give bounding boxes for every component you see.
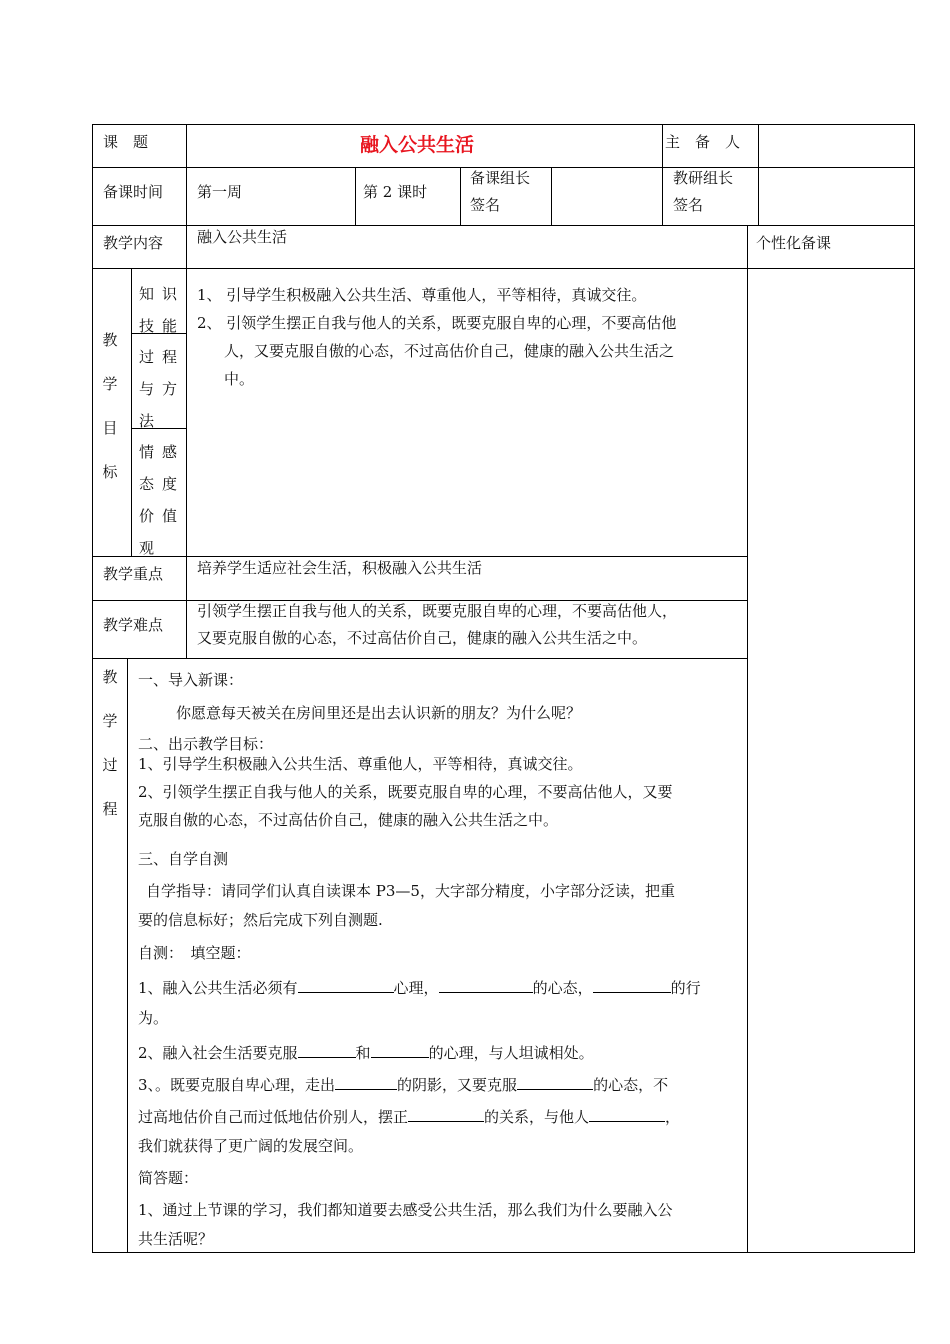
goal-item-2: 2、 引领学生摆正自我与他人的关系，既要克服自卑的心理，不要高估他	[197, 314, 677, 332]
research-leader-label: 教研组长	[673, 169, 734, 187]
fill-question-1: 1、融入公共生活必须有 心理， 的心态， 的行	[138, 976, 701, 998]
difficulty-line-1: 引领学生摆正自我与他人的关系，既要克服自卑的心理，不要高估他人，	[197, 602, 678, 620]
fill-question-2: 2、融入社会生活要克服 和 的心理，与人坦诚相处。	[138, 1041, 594, 1063]
answer-blank[interactable]	[335, 1073, 397, 1090]
section-goals-item-1: 1、引导学生积极融入公共生活、尊重他人，平等相待，真诚交往。	[138, 755, 583, 773]
answer-blank[interactable]	[298, 1041, 356, 1058]
key-point-label: 教学重点	[103, 565, 164, 583]
fill-question-3: 3、。既要克服自卑心理，走出 的阴影，又要克服 的心态，不	[138, 1073, 668, 1095]
answer-blank[interactable]	[371, 1041, 429, 1058]
content-label: 教学内容	[103, 234, 164, 252]
goal-item-2-end: 中。	[224, 370, 255, 388]
time-label: 备课时间	[103, 183, 164, 201]
content-value: 融入公共生活	[197, 228, 288, 246]
short-question-1-cont: 共生活呢？	[138, 1230, 214, 1248]
goal-sub-knowledge: 知识技能	[139, 285, 186, 335]
personal-notes-label: 个性化备课	[756, 234, 832, 252]
research-leader-sign-label: 签名	[673, 196, 704, 214]
answer-blank[interactable]	[408, 1105, 484, 1122]
answer-blank[interactable]	[439, 976, 533, 993]
section-intro-title: 一、导入新课：	[138, 671, 244, 689]
key-point-value: 培养学生适应社会生活，积极融入公共生活	[197, 559, 483, 577]
preparer-label: 主 备 人	[665, 133, 741, 151]
answer-blank[interactable]	[593, 976, 671, 993]
period-value: 第 2 课时	[363, 183, 428, 201]
fill-question-1-cont: 为。	[138, 1009, 169, 1027]
goal-item-1: 1、 引导学生积极融入公共生活、尊重他人，平等相待，真诚交往。	[197, 286, 647, 304]
goal-item-2-cont: 人，又要克服自傲的心态，不过高估价自己，健康的融入公共生活之	[224, 342, 675, 360]
selfstudy-guide: 自学指导：请同学们认真自读课本 P3—5，大字部分精度，小字部分泛读，把重	[146, 882, 675, 900]
short-answer-heading: 简答题：	[138, 1169, 199, 1187]
goal-sub-emotion: 情感态度价值观	[139, 443, 186, 557]
selfstudy-guide-cont: 要的信息标好；然后完成下列自测题.	[138, 911, 383, 929]
week-value: 第一周	[197, 183, 243, 201]
short-question-1: 1、通过上节课的学习，我们都知道要去感受公共生活，那么我们为什么要融入公	[138, 1201, 673, 1219]
answer-blank[interactable]	[517, 1073, 593, 1090]
section-goals-title: 二、出示教学目标：	[138, 735, 274, 753]
difficulty-label: 教学难点	[103, 616, 164, 634]
section-selfstudy-title: 三、自学自测	[138, 850, 229, 868]
section-intro-text: 你愿意每天被关在房间里还是出去认识新的朋友？为什么呢？	[176, 704, 582, 722]
selftest-heading: 自测： 填空题：	[138, 944, 251, 962]
goal-sub-process: 过程与方法	[139, 348, 186, 430]
answer-blank[interactable]	[298, 976, 394, 993]
section-goals-item-2: 2、引领学生摆正自我与他人的关系，既要克服自卑的心理，不要高估他人，又要	[138, 783, 673, 801]
fill-question-3-cont: 过高地估价自己而过低地估价别人，摆正 的关系，与他人 ，	[138, 1105, 680, 1127]
page-title: 融入公共生活	[360, 134, 475, 156]
fill-question-3-end: 我们就获得了更广阔的发展空间。	[138, 1137, 364, 1155]
process-label: 教 学 过 程	[102, 668, 118, 818]
section-goals-item-2-cont: 克服自傲的心态，不过高估价自己，健康的融入公共生活之中。	[138, 811, 559, 829]
group-leader-label: 备课组长	[470, 169, 531, 187]
answer-blank[interactable]	[589, 1105, 665, 1122]
group-leader-sign-label: 签名	[470, 196, 501, 214]
topic-label: 课 题	[103, 133, 149, 151]
goals-label: 教 学 目 标	[102, 331, 118, 481]
difficulty-line-2: 又要克服自傲的心态，不过高估价自己，健康的融入公共生活之中。	[197, 629, 648, 647]
